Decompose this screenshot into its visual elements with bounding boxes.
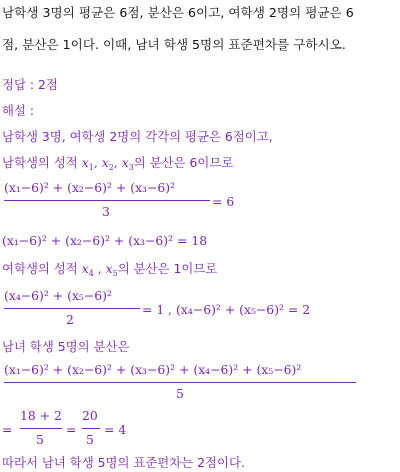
male-sum-equation: (x₁−6)² + (x₂−6)² + (x₃−6)² = 18: [2, 233, 208, 248]
fraction-bar: [82, 428, 100, 429]
calc-frac2-denominator: 5: [86, 432, 94, 447]
explanation-intro: 남학생 3명, 여학생 2명의 각각의 평균은 6점이고,: [2, 129, 273, 144]
answer-label: 정답 : 2점: [2, 77, 58, 92]
female-fraction-rhs: = 1 , (x₄−6)² + (x₅−6)² = 2: [142, 302, 311, 317]
total-fraction-denominator: 5: [176, 386, 184, 401]
calc-result: = 4: [104, 422, 127, 437]
explanation-heading: 해설 :: [2, 103, 35, 118]
calc-equals-1: =: [2, 422, 13, 437]
female-variance-fraction: [4, 288, 344, 332]
male-fraction-rhs: = 6: [212, 194, 235, 209]
calc-frac1-numerator: 18 + 2: [20, 408, 62, 423]
female-text-before: 여학생의 성적: [2, 261, 78, 276]
male-text-before: 남학생의 성적: [2, 155, 78, 170]
male-variance-fraction: [4, 180, 240, 224]
total-fraction-numerator: (x₁−6)² + (x₂−6)² + (x₃−6)² + (x₄−6)² + (x₅−6)²: [4, 362, 302, 377]
male-fraction-numerator: (x₁−6)² + (x₂−6)² + (x₃−6)²: [4, 180, 176, 195]
calc-frac2-numerator: 20: [82, 408, 98, 423]
calc-frac1-denominator: 5: [36, 432, 44, 447]
female-text-after: 의 분산은 1이므로: [117, 261, 218, 276]
question-line-2: 점, 분산은 1이다. 이때, 남녀 학생 5명의 표준편차를 구하시오.: [2, 37, 346, 52]
female-fraction-denominator: 2: [66, 312, 74, 327]
fraction-bar: [4, 308, 140, 309]
male-text-after: 의 분산은 6이므로: [133, 155, 234, 170]
calculation-line: [2, 408, 162, 448]
question-line-1: 남학생 3명의 평균은 6점, 분산은 6이고, 여학생 2명의 평균은 6: [2, 5, 354, 20]
calc-equals-2: =: [66, 422, 77, 437]
male-variables: $x_1$, $x_2$, $x_3$: [81, 155, 134, 172]
female-variables: $x_4$ , $x_5$: [81, 261, 118, 278]
female-fraction-numerator: (x₄−6)² + (x₅−6)²: [4, 288, 112, 303]
female-scores-sentence: [2, 262, 217, 276]
total-variance-fraction: [4, 362, 364, 406]
all-students-sentence: 남녀 학생 5명의 분산은: [2, 339, 130, 354]
fraction-bar: [4, 382, 356, 383]
explanation-conclusion: 따라서 남녀 학생 5명의 표준편차는 2점이다.: [2, 455, 245, 470]
male-scores-sentence: [2, 156, 233, 170]
fraction-bar: [4, 200, 210, 201]
fraction-bar: [20, 428, 62, 429]
male-fraction-denominator: 3: [102, 204, 110, 219]
